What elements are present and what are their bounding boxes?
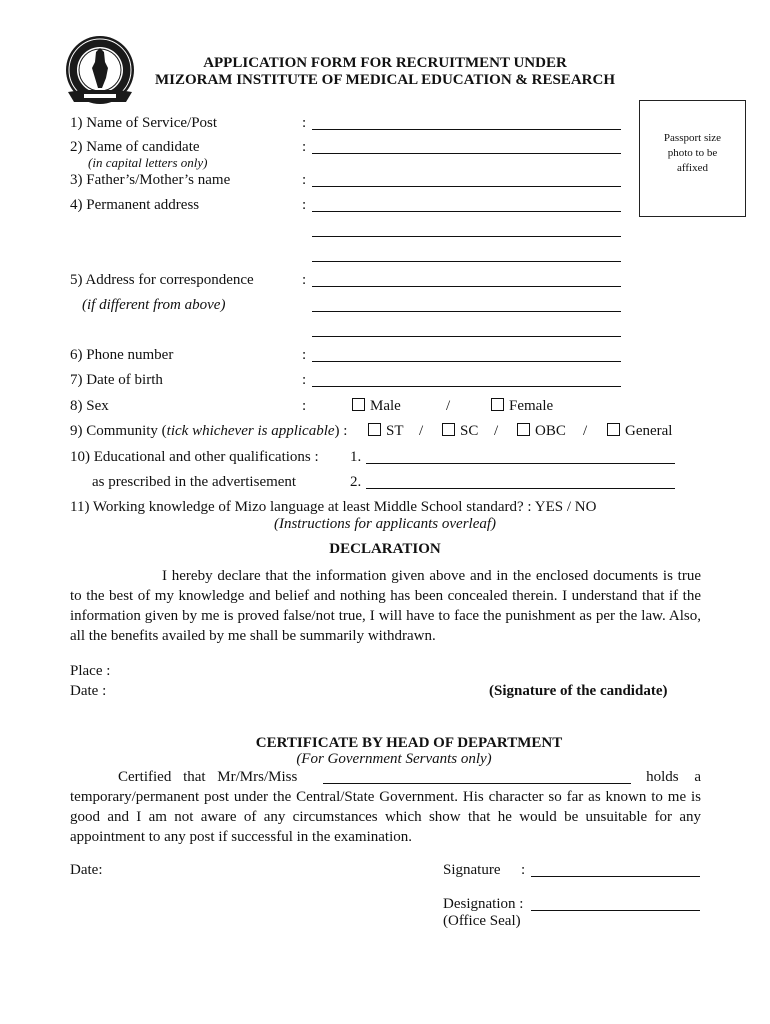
checkbox-icon[interactable] [352,398,365,411]
colon: : [521,862,526,878]
community-option-obc[interactable] [517,423,566,440]
parent-name-input-line[interactable] [312,186,621,187]
field-label-candidate-name: 2) Name of candidate [70,139,200,155]
photo-box-line2: photo to be [667,147,718,159]
head-signature-input-line[interactable] [531,876,700,877]
head-signature-label: Signature [443,862,501,878]
service-post-input-line[interactable] [312,129,621,130]
permanent-address-input-line-2[interactable] [312,236,621,237]
community-option-sc[interactable] [442,423,478,440]
certified-name-input-line[interactable] [323,783,631,784]
field-label-permanent-address: 4) Permanent address [70,197,200,213]
date-label: Date : [70,683,107,699]
certificate-date-label: Date: [70,862,103,878]
sex-male-label: Male [370,398,401,414]
community-option-general[interactable] [607,423,672,440]
field-label-sex: 8) Sex [70,398,109,414]
checkbox-icon[interactable] [607,423,620,436]
place-label: Place : [70,663,111,679]
field-label-dob: 7) Date of birth [70,372,163,388]
colon: : [302,372,307,388]
certificate-title: CERTIFICATE BY HEAD OF DEPARTMENT [255,735,563,751]
qualification-number-1: 1. [350,449,362,465]
permanent-address-input-line-1[interactable] [312,211,621,212]
declaration-title: DECLARATION [329,541,441,557]
certified-text: Certified that Mr/Mrs/Miss [118,769,298,785]
colon: : [302,197,307,213]
community-label-start: 9) Community ( [70,423,167,439]
community-label-end: ) : [334,423,348,439]
checkbox-icon[interactable] [517,423,530,436]
community-separator: / [419,423,424,439]
correspondence-address-input-line-2[interactable] [312,311,621,312]
form-title-line1: APPLICATION FORM FOR RECRUITMENT UNDER [203,55,567,71]
designation-input-line[interactable] [531,910,700,911]
qualification-input-line-2[interactable] [366,488,675,489]
correspondence-address-note: (if different from above) [82,297,226,313]
field-label-service-post: 1) Name of Service/Post [70,115,218,131]
sex-option-female[interactable] [491,398,553,415]
qualification-note: as prescribed in the advertisement [92,474,297,490]
office-seal-label: (Office Seal) [443,913,521,929]
colon: : [302,139,307,155]
qualification-number-2: 2. [350,474,362,490]
declaration-text: I hereby declare that the information given above and in the enclosed documents is true to the best of my knowledge and belief and nothing has been concealed therein. I understand that if the information given by me is proved false/not true, I will have to face the punishment as per the law. Also, all the benefits availed by me shall be summarily withdrawn. [70,568,701,644]
field-label-correspondence-address: 5) Address for correspondence [70,272,254,288]
correspondence-address-input-line-1[interactable] [312,286,621,287]
field-label-parent-name: 3) Father’s/Mother’s name [70,172,231,188]
community-note: tick whichever is applicable [166,423,335,439]
permanent-address-input-line-3[interactable] [312,261,621,262]
checkbox-icon[interactable] [442,423,455,436]
colon: : [302,172,307,188]
instructions-note: (Instructions for applicants overleaf) [273,516,497,532]
photo-box-line3: affixed [677,162,708,174]
colon: : [302,115,307,131]
community-obc-label: OBC [535,423,566,439]
colon: : [302,347,307,363]
candidate-signature-label: (Signature of the candidate) [489,683,668,699]
correspondence-address-input-line-3[interactable] [312,336,621,337]
phone-input-line[interactable] [312,361,621,362]
community-separator: / [494,423,499,439]
community-option-st[interactable] [368,423,404,440]
colon: : [302,398,307,414]
field-label-qualifications: 10) Educational and other qualifications : [70,449,319,465]
field-label-community [70,423,347,440]
form-title-line2: MIZORAM INSTITUTE OF MEDICAL EDUCATION & RESEARCH [154,72,616,88]
checkbox-icon[interactable] [491,398,504,411]
sex-separator: / [446,398,451,414]
certificate-subtitle: (For Government Servants only) [296,751,492,767]
passport-photo-box [639,100,746,217]
designation-label: Designation : [443,896,524,912]
sex-option-male[interactable] [352,398,401,415]
holds-text: holds a [646,769,701,785]
community-separator: / [583,423,588,439]
candidate-name-note: (in capital letters only) [88,155,208,170]
dob-input-line[interactable] [312,386,621,387]
community-sc-label: SC [460,423,479,439]
qualification-input-line-1[interactable] [366,463,675,464]
certificate-text: temporary/permanent post under the Central/State Government. His character so far as known to me is good and I am not aware of any circumstances which show that he would be unsuitable for any appointment to any post if successful in the examination. [70,789,701,845]
candidate-name-input-line[interactable] [312,153,621,154]
community-general-label: General [625,423,673,439]
colon: : [302,272,307,288]
checkbox-icon[interactable] [368,423,381,436]
photo-box-line1: Passport size [663,132,722,144]
field-label-phone: 6) Phone number [70,347,174,363]
sex-female-label: Female [509,398,554,414]
field-label-mizo-language: 11) Working knowledge of Mizo language at least Middle School standard? : YES / NO [70,499,597,515]
community-st-label: ST [386,423,404,439]
